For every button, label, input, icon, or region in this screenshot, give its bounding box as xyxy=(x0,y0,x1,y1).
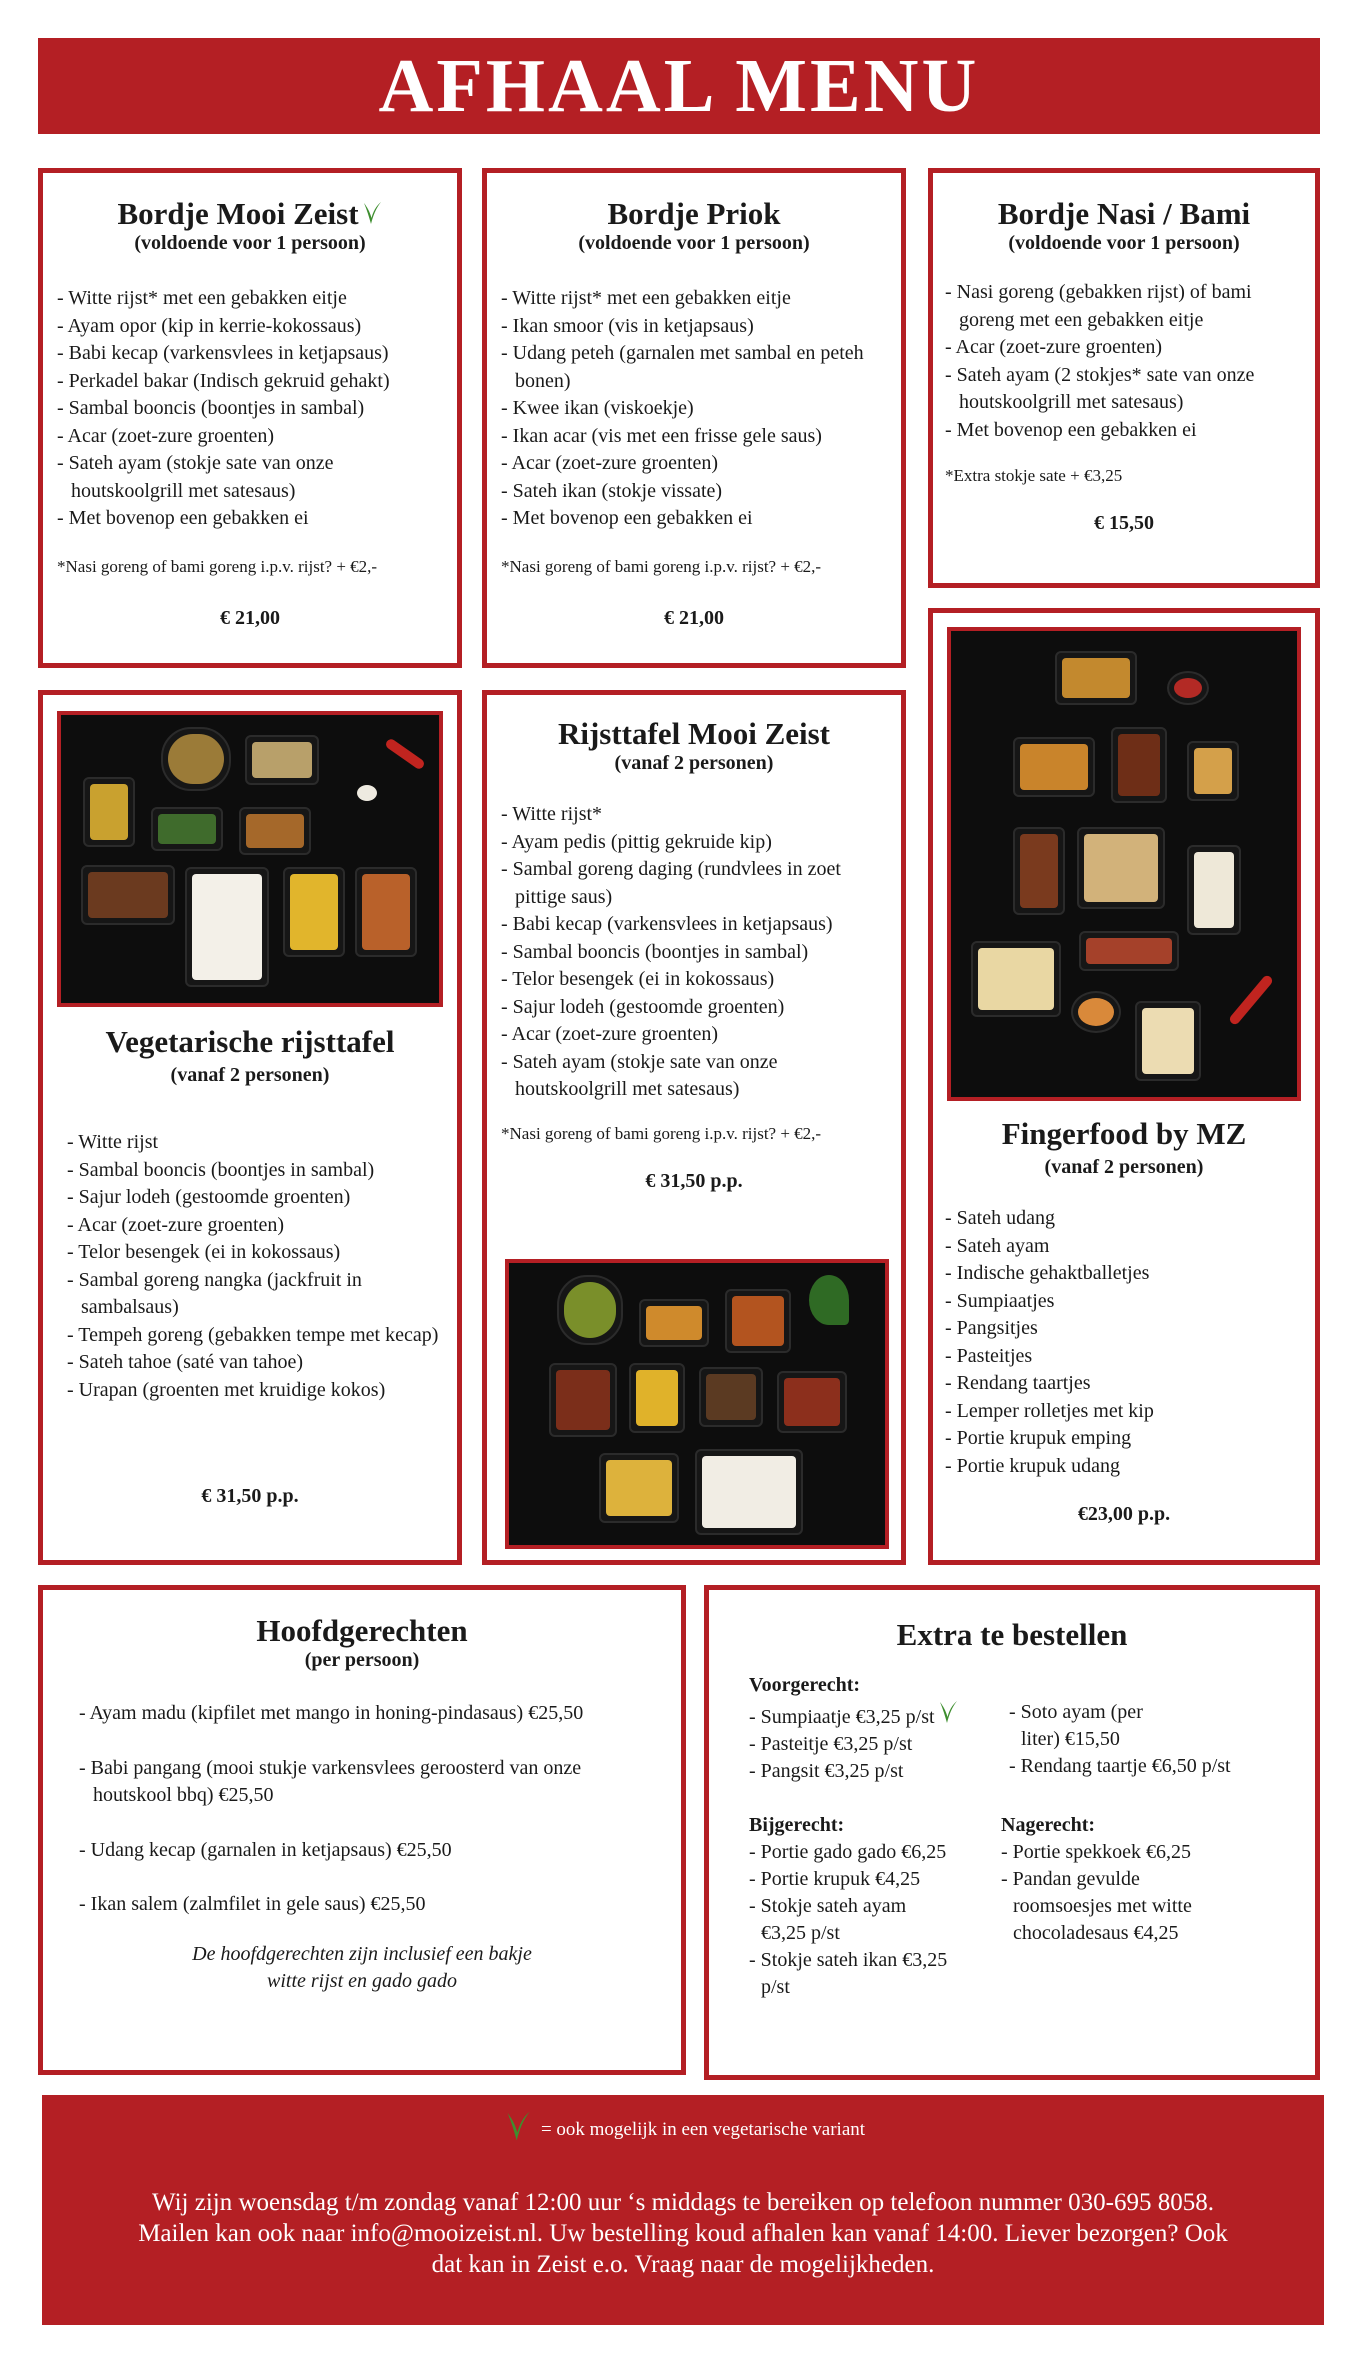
dish-list xyxy=(57,285,443,533)
list-item: - Pasteitjes xyxy=(945,1344,1033,1367)
card-title: Bordje Nasi / Bami xyxy=(997,196,1251,231)
list-item: - Sateh ayam (stokje sate van onze houtskoolgrill met satesaus) xyxy=(501,1050,778,1101)
list-item: - Sumpiaatjes xyxy=(945,1289,1055,1312)
card-title: Bordje Priok xyxy=(607,196,781,231)
card-title: Extra te bestellen xyxy=(896,1617,1128,1652)
card-note: De hoofdgerechten zijn inclusief een bakje witte rijst en gado gado xyxy=(192,1942,532,1992)
list-item: - Rendang taartje €6,50 p/st xyxy=(1009,1755,1231,1777)
card-price: € 15,50 xyxy=(1094,512,1154,535)
card-subtitle: (per persoon) xyxy=(304,1649,420,1672)
list-item: - Udang kecap (garnalen in ketjapsaus) €25,50 xyxy=(79,1838,452,1861)
list-item: - Ayam opor (kip in kerrie-kokossaus) xyxy=(57,314,362,337)
list-item: - Met bovenop een gebakken ei xyxy=(501,507,753,530)
card-extra-te-bestellen xyxy=(704,1585,1320,2080)
list-item: - Witte rijst* xyxy=(501,803,603,826)
card-title: Bordje Mooi Zeist xyxy=(43,197,457,231)
list-item: - Ikan smoor (vis in ketjapsaus) xyxy=(501,314,754,337)
list-item: - Telor besengek (ei in kokossaus) xyxy=(501,968,775,991)
leaf-icon xyxy=(361,200,383,226)
vegetarian-legend: = ook mogelijk in een vegetarische variant xyxy=(42,2109,1324,2143)
bijgerecht-column xyxy=(749,1812,949,2001)
list-item: - Sateh tahoe (saté van tahoe) xyxy=(67,1351,304,1373)
section-label: Bijgerecht: xyxy=(749,1814,845,1836)
voorgerecht-left xyxy=(749,1672,989,1785)
card-price: € 21,00 xyxy=(664,606,724,629)
voorgerecht-right xyxy=(1009,1699,1299,1780)
card-title: Vegetarische rijsttafel xyxy=(105,1024,395,1059)
list-item: - Acar (zoet-zure groenten) xyxy=(501,1023,719,1046)
food-photo xyxy=(57,711,443,1007)
list-item: - Met bovenop een gebakken ei xyxy=(945,418,1197,441)
list-item: - Sambal goreng daging (rundvlees in zoet pittige saus) xyxy=(501,858,841,908)
info-footer xyxy=(42,2095,1324,2325)
menu-banner xyxy=(38,38,1320,134)
card-fingerfood xyxy=(928,608,1320,1565)
card-hoofdgerechten xyxy=(38,1585,686,2075)
list-item: - Kwee ikan (viskoekje) xyxy=(501,397,694,420)
list-item: - Sumpiaatje €3,25 p/st xyxy=(749,1699,989,1731)
list-item: - Ayam madu (kipfilet met mango in honing-pindasaus) €25,50 xyxy=(79,1702,584,1725)
list-item: - Witte rijst* met een gebakken eitje xyxy=(501,287,791,310)
list-item: - Sajur lodeh (gestoomde groenten) xyxy=(501,995,785,1018)
list-item: - Ayam pedis (pittig gekruide kip) xyxy=(501,830,772,853)
list-item: - Indische gehaktballetjes xyxy=(945,1262,1150,1284)
card-note: *Nasi goreng of bami goreng i.p.v. rijst? + €2,- xyxy=(57,556,378,576)
list-item: - Sambal goreng nangka (jackfruit in sambalsaus) xyxy=(67,1268,362,1318)
card-bordje-nasi-bami xyxy=(928,168,1320,588)
card-rijsttafel-mooi-zeist xyxy=(482,690,906,1565)
dish-list xyxy=(501,801,889,1104)
dish-list xyxy=(67,1129,445,1404)
list-item: - Telor besengek (ei in kokossaus) xyxy=(67,1241,341,1263)
list-item: - Rendang taartjes xyxy=(945,1372,1091,1394)
card-note: *Nasi goreng of bami goreng i.p.v. rijst? + €2,- xyxy=(501,556,822,576)
list-item: - Nasi goreng (gebakken rijst) of bami goreng met een gebakken eitje xyxy=(945,281,1252,331)
dish-list xyxy=(501,285,887,533)
list-item: - Soto ayam (per liter) €15,50 xyxy=(1009,1701,1143,1750)
card-title: Hoofdgerechten xyxy=(256,1613,468,1648)
list-item: - Babi kecap (varkensvlees in ketjapsaus) xyxy=(57,342,389,365)
list-item: - Sateh udang xyxy=(945,1207,1055,1229)
list-item: - Acar (zoet-zure groenten) xyxy=(501,452,719,475)
card-subtitle: (vanaf 2 personen) xyxy=(614,752,774,775)
card-subtitle: (vanaf 2 personen) xyxy=(1044,1156,1204,1178)
list-item: - Babi pangang (mooi stukje varkensvlees geroosterd van onze houtskool bbq) €25,50 xyxy=(79,1756,582,1807)
card-subtitle: (vanaf 2 personen) xyxy=(170,1064,330,1086)
list-item: - Stokje sateh ayam €3,25 p/st xyxy=(749,1895,907,1944)
nagerecht-column xyxy=(1001,1812,1211,1947)
list-item: - Portie krupuk €4,25 xyxy=(749,1868,921,1890)
leaf-icon xyxy=(937,1699,959,1725)
list-item: - Ikan acar (vis met een frisse gele saus) xyxy=(501,424,822,447)
list-item: - Portie krupuk udang xyxy=(945,1454,1120,1477)
list-item: - Sateh ayam (2 stokjes* sate van onze houtskoolgrill met satesaus) xyxy=(945,363,1255,414)
card-price: €23,00 p.p. xyxy=(1077,1503,1171,1525)
card-price: € 21,00 xyxy=(220,606,280,629)
list-item: - Sambal booncis (boontjes in sambal) xyxy=(67,1158,375,1181)
page-title: AFHAAL MENU xyxy=(378,44,980,128)
list-item: - Udang peteh (garnalen met sambal en peteh bonen) xyxy=(501,342,864,392)
list-item: - Sajur lodeh (gestoomde groenten) xyxy=(67,1186,351,1208)
list-item: - Pangsitjes xyxy=(945,1317,1038,1339)
list-item: - Perkadel bakar (Indisch gekruid gehakt) xyxy=(57,369,390,392)
list-item: - Ikan salem (zalmfilet in gele saus) €25,50 xyxy=(79,1893,426,1916)
list-item: - Acar (zoet-zure groenten) xyxy=(945,336,1163,359)
card-price: € 31,50 p.p. xyxy=(201,1485,299,1507)
list-item: - Sateh ayam (stokje sate van onze houtskoolgrill met satesaus) xyxy=(57,452,334,502)
list-item: - Stokje sateh ikan €3,25 p/st xyxy=(749,1949,948,1998)
card-bordje-mooi-zeist xyxy=(38,168,462,668)
list-item: - Sambal booncis (boontjes in sambal) xyxy=(501,940,809,963)
card-bordje-priok xyxy=(482,168,906,668)
section-label: Nagerecht: xyxy=(1001,1814,1096,1836)
section-label: Voorgerecht: xyxy=(749,1674,861,1696)
card-subtitle: (voldoende voor 1 persoon) xyxy=(134,232,366,255)
card-title: Rijsttafel Mooi Zeist xyxy=(557,716,831,751)
list-item: - Witte rijst xyxy=(67,1131,159,1153)
dish-list xyxy=(79,1700,601,1919)
list-item: - Pangsit €3,25 p/st xyxy=(749,1760,904,1782)
dish-list xyxy=(945,279,1303,444)
list-item: - Portie spekkoek €6,25 xyxy=(1001,1841,1191,1863)
list-item: - Witte rijst* met een gebakken eitje xyxy=(57,287,347,310)
card-note: *Extra stokje sate + €3,25 xyxy=(945,466,1123,486)
list-item: - Tempeh goreng (gebakken tempe met kecap) xyxy=(67,1323,439,1346)
card-title: Fingerfood by MZ xyxy=(1001,1116,1247,1151)
list-item: - Sateh ayam xyxy=(945,1234,1050,1257)
card-note: *Nasi goreng of bami goreng i.p.v. rijst? + €2,- xyxy=(501,1123,822,1143)
list-item: - Urapan (groenten met kruidige kokos) xyxy=(67,1378,386,1401)
food-photo xyxy=(947,627,1301,1101)
card-subtitle: (voldoende voor 1 persoon) xyxy=(1008,232,1240,255)
dish-list xyxy=(945,1205,1305,1480)
list-item: - Sateh ikan (stokje vissate) xyxy=(501,479,723,502)
list-item: - Portie krupuk emping xyxy=(945,1427,1132,1449)
list-item: - Pandan gevulde roomsoesjes met witte chocoladesaus €4,25 xyxy=(1001,1868,1192,1944)
leaf-icon xyxy=(503,2109,533,2143)
list-item: - Acar (zoet-zure groenten) xyxy=(57,424,275,447)
food-photo xyxy=(505,1259,889,1549)
list-item: - Met bovenop een gebakken ei xyxy=(57,507,309,530)
contact-info: Wij zijn woensdag t/m zondag vanaf 12:00 uur ‘s middags te bereiken op telefoon nummer 030-695 8058. Mailen kan ook naar info@mooizeist.nl. Uw bestelling koud afhalen kan vanaf 14:00. Liever bezorgen? Ook dat kan in Zeist e.o. Vraag naar de mogelijkheden. xyxy=(138,2189,1228,2278)
card-price: € 31,50 p.p. xyxy=(645,1169,743,1192)
list-item: - Lemper rolletjes met kip xyxy=(945,1399,1154,1422)
list-item: - Portie gado gado €6,25 xyxy=(749,1841,947,1863)
list-item: - Sambal booncis (boontjes in sambal) xyxy=(57,397,365,420)
card-vegetarische-rijsttafel xyxy=(38,690,462,1565)
list-item: - Babi kecap (varkensvlees in ketjapsaus) xyxy=(501,913,833,936)
card-subtitle: (voldoende voor 1 persoon) xyxy=(578,232,810,255)
list-item: - Pasteitje €3,25 p/st xyxy=(749,1733,913,1755)
list-item: - Acar (zoet-zure groenten) xyxy=(67,1213,285,1236)
